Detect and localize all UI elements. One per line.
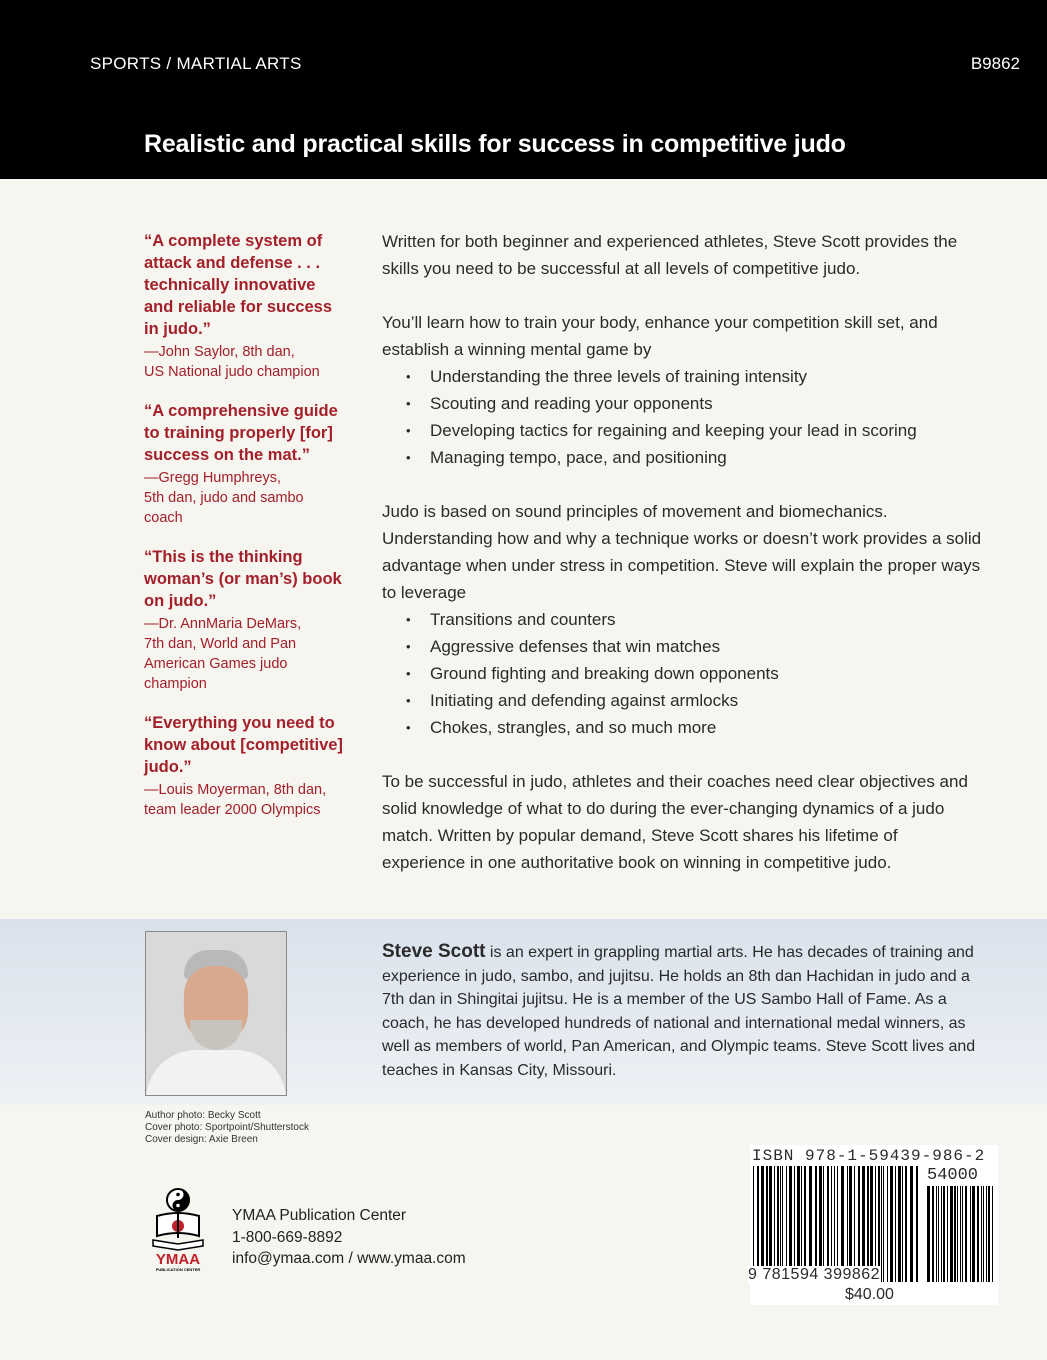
barcode-bar xyxy=(910,1166,913,1282)
description-paragraph: To be successful in judo, athletes and their coaches need clear objectives and solid knowledge of what to do during the ever-changing dynamics of a judo match. Written by popular demand, Steve Scott shares his lifetime of experience in one authoritative book on winning in competitive judo. xyxy=(382,772,968,872)
credit-line: Cover photo: Sportpoint/Shutterstock xyxy=(145,1122,309,1133)
list-item: • Transitions and counters xyxy=(382,606,982,633)
barcode-bar xyxy=(854,1166,855,1282)
description xyxy=(382,228,982,903)
list-item: • Developing tactics for regaining and keeping your lead in scoring xyxy=(382,417,982,444)
barcode-bar xyxy=(962,1186,963,1282)
endorsement xyxy=(144,230,344,382)
barcode-bar xyxy=(780,1166,781,1282)
barcode-bar xyxy=(837,1166,838,1282)
barcode-bar xyxy=(938,1186,939,1282)
barcode-bar xyxy=(777,1166,779,1282)
price-barcode xyxy=(927,1186,993,1282)
list-item: • Scouting and reading your opponents xyxy=(382,390,982,417)
list-item: • Aggressive defenses that win matches xyxy=(382,633,982,660)
category-label: SPORTS / MARTIAL ARTS xyxy=(90,54,302,73)
barcode-bar xyxy=(878,1166,880,1282)
quote-text: “Everything you need to know about [competitive] judo.” xyxy=(144,714,343,776)
barcode-bar xyxy=(936,1186,937,1282)
list-item: • Initiating and defending against armlocks xyxy=(382,687,982,714)
list-item: • Ground fighting and breaking down opponents xyxy=(382,660,982,687)
barcode-bar xyxy=(943,1186,945,1282)
headline: Realistic and practical skills for success in competitive judo xyxy=(144,130,846,158)
credit-line: Author photo: Becky Scott xyxy=(145,1110,261,1121)
barcode-bar xyxy=(849,1166,852,1282)
barcode-bar xyxy=(916,1166,918,1282)
barcode-bar xyxy=(797,1166,800,1282)
barcode-bar xyxy=(965,1186,967,1282)
endorsement xyxy=(144,546,344,694)
barcode-bar xyxy=(954,1186,956,1282)
ean-digits: 9 781594 399862 xyxy=(748,1266,881,1283)
author-bio-text: is an expert in grappling martial arts. He has decades of training and experience in judo, sambo, and jujitsu. He holds an 8th dan Hachidan in judo and a 7th dan in Shingitai jujitsu. He is a member of the US Sambo Hall of Fame. As a coach, he has developed hundreds of national and international medal winners, as well as members of world, Pan American, and Olympic teams. Steve Scott lives and teaches in Kansas City, Missouri. xyxy=(382,944,976,1079)
barcode-bar xyxy=(809,1166,812,1282)
price: $40.00 xyxy=(845,1286,894,1303)
barcode-bar xyxy=(858,1166,860,1282)
barcode-bar xyxy=(761,1166,764,1282)
barcode-bar xyxy=(977,1186,979,1282)
description-paragraph: Written for both beginner and experienced athletes, Steve Scott provides the skills you need to be successful at all levels of competitive judo. xyxy=(382,232,958,278)
barcode-bar xyxy=(875,1166,876,1282)
barcode-bar xyxy=(960,1186,961,1282)
credit-line: Cover design: Axie Breen xyxy=(145,1134,258,1145)
barcode-bar xyxy=(774,1166,775,1282)
barcode-bar xyxy=(970,1186,971,1282)
barcode-bar xyxy=(983,1186,984,1282)
barcode-bar xyxy=(887,1166,888,1282)
ean-barcode xyxy=(753,1166,920,1282)
barcode-bar xyxy=(769,1166,772,1282)
barcode-bar xyxy=(950,1186,953,1282)
publisher-info xyxy=(232,1205,466,1270)
book-code: B9862 xyxy=(970,54,1020,73)
publisher-phone: 1-800-669-8892 xyxy=(232,1228,343,1246)
barcode-bar xyxy=(972,1186,975,1282)
barcode-bar xyxy=(827,1166,829,1282)
list-item: • Understanding the three levels of training intensity xyxy=(382,363,982,390)
ymaa-logo xyxy=(149,1186,207,1272)
quote-text: “A complete system of attack and defense . . . technically innovative and reliable for success in judo.” xyxy=(144,232,333,338)
barcode-bar xyxy=(927,1186,930,1282)
barcode-bar xyxy=(862,1166,865,1282)
price-code: 54000 xyxy=(927,1166,979,1185)
barcode-bar xyxy=(789,1166,792,1282)
barcode-bar xyxy=(841,1166,844,1282)
barcode-bar xyxy=(831,1166,832,1282)
barcode-bar xyxy=(801,1166,802,1282)
barcode-bar xyxy=(757,1166,759,1282)
barcode-bar xyxy=(870,1166,873,1282)
barcode-bar xyxy=(902,1166,903,1282)
top-band xyxy=(0,0,1047,179)
barcode-bar xyxy=(898,1166,901,1282)
quote-attribution: —Louis Moyerman, 8th dan, team leader 2000 Olympics xyxy=(144,782,327,818)
barcode-bar xyxy=(890,1166,893,1282)
barcode-bar xyxy=(867,1166,869,1282)
barcode-bar xyxy=(941,1186,942,1282)
barcode-bar xyxy=(883,1166,884,1282)
publisher-name: YMAA Publication Center xyxy=(232,1207,407,1224)
author-photo xyxy=(145,931,287,1096)
description-paragraph: You’ll learn how to train your body, enhance your competition skill set, and establish a winning mental game by xyxy=(382,313,938,359)
isbn-label: ISBN 978-1-59439-986-2 xyxy=(752,1147,986,1165)
barcode-bar xyxy=(815,1166,817,1282)
logo-subtext: PUBLICATION CENTER xyxy=(155,1267,201,1272)
endorsements xyxy=(144,230,344,838)
barcode-bar xyxy=(823,1166,824,1282)
barcode-bar xyxy=(766,1166,768,1282)
barcode-bar xyxy=(782,1166,783,1282)
barcode-bar xyxy=(957,1186,958,1282)
logo-text: YMAA xyxy=(155,1251,201,1268)
list-item: • Chokes, strangles, and so much more xyxy=(382,714,982,741)
description-paragraph: Judo is based on sound principles of movement and biomechanics. Understanding how and why a technique works or doesn’t work provides a solid advantage when under stress in competition. Steve will explain the proper ways to leverage xyxy=(382,502,982,602)
quote-attribution: —Dr. AnnMaria DeMars, 7th dan, World and Pan American Games judo champion xyxy=(144,616,302,692)
endorsement xyxy=(144,712,344,820)
quote-attribution: —John Saylor, 8th dan, US National judo champion xyxy=(144,344,320,380)
barcode-bar xyxy=(988,1186,990,1282)
leverage-list xyxy=(382,606,982,741)
skills-list xyxy=(382,363,982,471)
list-item: • Managing tempo, pace, and positioning xyxy=(382,444,982,471)
barcode-bar xyxy=(794,1166,795,1282)
barcode-bar xyxy=(981,1186,982,1282)
endorsement xyxy=(144,400,344,528)
quote-text: “A comprehensive guide to training properly [for] success on the mat.” xyxy=(144,402,338,464)
quote-text: “This is the thinking woman’s (or man’s) book on judo.” xyxy=(144,548,342,610)
barcode-bar xyxy=(947,1186,948,1282)
author-bio xyxy=(382,940,982,1082)
barcode-bar xyxy=(804,1166,806,1282)
quote-attribution: —Gregg Humphreys, 5th dan, judo and sambo coach xyxy=(144,470,304,526)
barcode-bar xyxy=(895,1166,896,1282)
barcode-bar xyxy=(905,1166,907,1282)
barcode-bar xyxy=(986,1186,987,1282)
barcode-bar xyxy=(992,1186,993,1282)
publisher-contact: info@ymaa.com / www.ymaa.com xyxy=(232,1250,466,1267)
barcode-bar xyxy=(786,1166,787,1282)
author-name: Steve Scott xyxy=(382,941,486,962)
barcode-bar xyxy=(819,1166,822,1282)
barcode-bar xyxy=(834,1166,835,1282)
barcode-bar xyxy=(932,1186,934,1282)
barcode-bar xyxy=(753,1166,754,1282)
barcode-bar xyxy=(881,1166,882,1282)
barcode-bar xyxy=(847,1166,848,1282)
credits xyxy=(145,1110,309,1146)
